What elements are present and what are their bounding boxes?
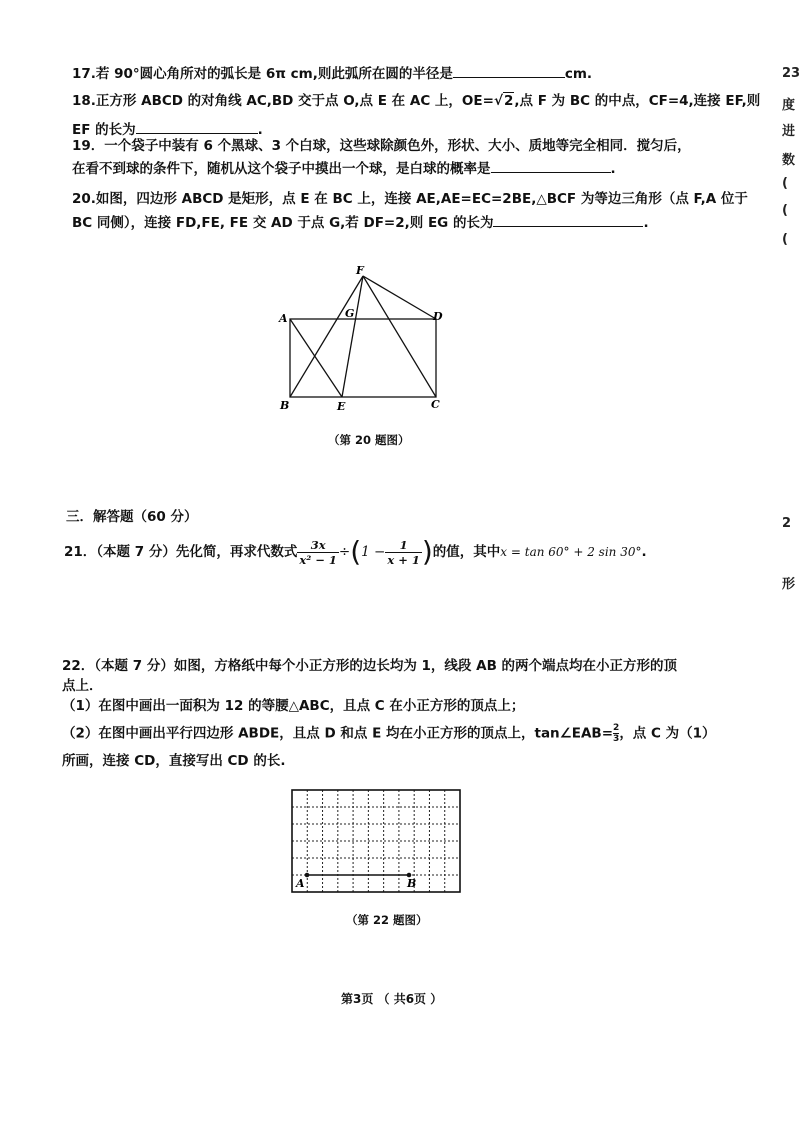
q22-part2-line2: 所画，连接 CD，直接写出 CD 的长. <box>62 753 286 769</box>
q22-part1: （1）在图中画出一面积为 12 的等腰△ABC，且点 C 在小正方形的顶点上； <box>62 698 525 714</box>
q21-div: ÷ <box>338 544 351 560</box>
label-b-22: B <box>407 877 417 890</box>
figure-22-caption: （第 22 题图） <box>346 913 428 927</box>
question-19 <box>72 137 691 155</box>
label-f: F <box>356 264 364 277</box>
q22-part2-a: （2）在图中画出平行四边形 ABDE，且点 D 和点 E 均在小正方形的顶点上，tan∠EAB= <box>62 725 614 742</box>
q19-answer-blank[interactable] <box>491 158 611 173</box>
q18-sqrt-value: 2 <box>503 93 514 109</box>
question-20-line2 <box>72 212 649 232</box>
q18-answer-blank[interactable] <box>136 119 258 134</box>
question-22-part2-line2 <box>62 752 285 770</box>
edge-fragment-9: 形 <box>782 577 796 592</box>
q22-line1: 22．（本题 7 分）如图，方格纸中每个小正方形的边长均为 1，线段 AB 的两个端点均在小正方形的顶 <box>62 658 678 674</box>
q19-line2: 在看不到球的条件下，随机从这个袋子中摸出一个球，是白球的概率是 <box>72 161 491 177</box>
question-17 <box>72 63 592 83</box>
label-a-22: A <box>296 877 305 890</box>
q17-text: 17.若 90°圆心角所对的弧长是 6π cm,则此弧所在圆的半径是 <box>72 66 453 82</box>
figure-20 <box>270 262 460 417</box>
q20-end: . <box>643 215 649 231</box>
page-number: 第3页 （ 共6页 ） <box>341 992 443 1006</box>
question-18: 18.正方形 ABCD 的对角线 AC,BD 交于点 O,点 E 在 AC 上，OE=√2,点 F 为 BC 的中点，CF=4,连接 EF,则 <box>72 93 761 109</box>
q21-frac1-num: 3x <box>297 538 339 553</box>
q21-frac2-den: x + 1 <box>387 552 420 567</box>
q18-line2: EF 的长为 <box>72 122 136 138</box>
q22-line2: 点上． <box>62 678 103 694</box>
q20-line2: BC 同侧），连接 FD,FE, FE 交 AD 于点 G,若 DF=2,则 EG 的长为 <box>72 215 494 231</box>
q21-frac1-den: x² − 1 <box>299 552 337 567</box>
q19-line1: 19．一个袋子中装有 6 个黑球、3 个白球，这些球除颜色外，形状、大小、质地等完全相同．搅匀后， <box>72 138 691 154</box>
q21-frac2-num: 1 <box>385 538 422 553</box>
question-21: 21．（本题 7 分）先化简，再求代数式 $\frac{3x}{\text{x² − 1}}$ ÷(1 − $\frac{1}{x + 1}$ )的值，其中x = tan 60° + 2 sin 30°. <box>64 535 647 568</box>
figure-20-caption: （第 20 题图） <box>328 433 410 447</box>
q20-line1: 20.如图，四边形 ABCD 是矩形，点 E 在 BC 上，连接 AE,AE=EC=2BE,△BCF 为等边三角形（点 F,A 位于 <box>72 191 748 207</box>
edge-fragment-8: 2 <box>782 516 792 531</box>
tan-den: 3 <box>613 734 620 744</box>
segment-df <box>363 276 436 319</box>
q19-end: . <box>610 161 616 177</box>
label-d: D <box>433 310 443 323</box>
question-20 <box>72 190 748 208</box>
q21-suffix: 的值，其中 <box>432 544 501 560</box>
question-19-line2 <box>72 158 616 178</box>
q17-unit: cm. <box>564 66 593 82</box>
label-c: C <box>431 398 440 411</box>
segment-cf <box>363 276 436 397</box>
q18-end: . <box>257 122 263 138</box>
section-3-title: 三．解答题（60 分） <box>66 509 198 525</box>
edge-fragment-5: ( <box>782 176 788 191</box>
rectangle-abcd <box>290 319 436 397</box>
label-a: A <box>279 312 288 325</box>
label-e: E <box>337 400 346 413</box>
q21-fraction-2 <box>385 538 422 567</box>
point-a <box>305 873 310 878</box>
q21-prefix: 21．（本题 7 分）先化简，再求代数式 <box>64 544 298 560</box>
q18-text-b: ,点 F 为 BC 的中点，CF=4,连接 EF,则 <box>514 93 761 109</box>
q17-answer-blank[interactable] <box>453 63 565 78</box>
question-18-line2 <box>72 119 263 139</box>
edge-fragment-2: 度 <box>782 98 796 113</box>
question-22-line2 <box>62 677 103 695</box>
q22-part2-b: ，点 C 为（1） <box>619 725 716 742</box>
question-22-part2 <box>62 723 716 744</box>
edge-fragment-4: 数 <box>782 153 796 168</box>
question-22 <box>62 657 677 675</box>
q20-answer-blank[interactable] <box>493 212 643 227</box>
tan-num: 2 <box>613 723 620 733</box>
label-g: G <box>345 307 355 320</box>
q21-end: . <box>641 544 647 560</box>
edge-fragment-3: 进 <box>782 124 796 139</box>
edge-fragment-1: 23 <box>782 66 800 81</box>
question-22-part1 <box>62 697 524 715</box>
q21-fraction-1 <box>297 538 339 567</box>
q21-expression: x = tan 60° + 2 sin 30° <box>500 545 642 559</box>
edge-fragment-7: ( <box>782 232 788 247</box>
edge-fragment-6: ( <box>782 203 788 218</box>
q21-one-minus: 1 − <box>361 544 386 560</box>
q18-text: 18.正方形 ABCD 的对角线 AC,BD 交于点 O,点 E 在 AC 上，OE= <box>72 93 494 109</box>
label-b: B <box>280 399 290 412</box>
figure-22-grid <box>288 786 464 896</box>
